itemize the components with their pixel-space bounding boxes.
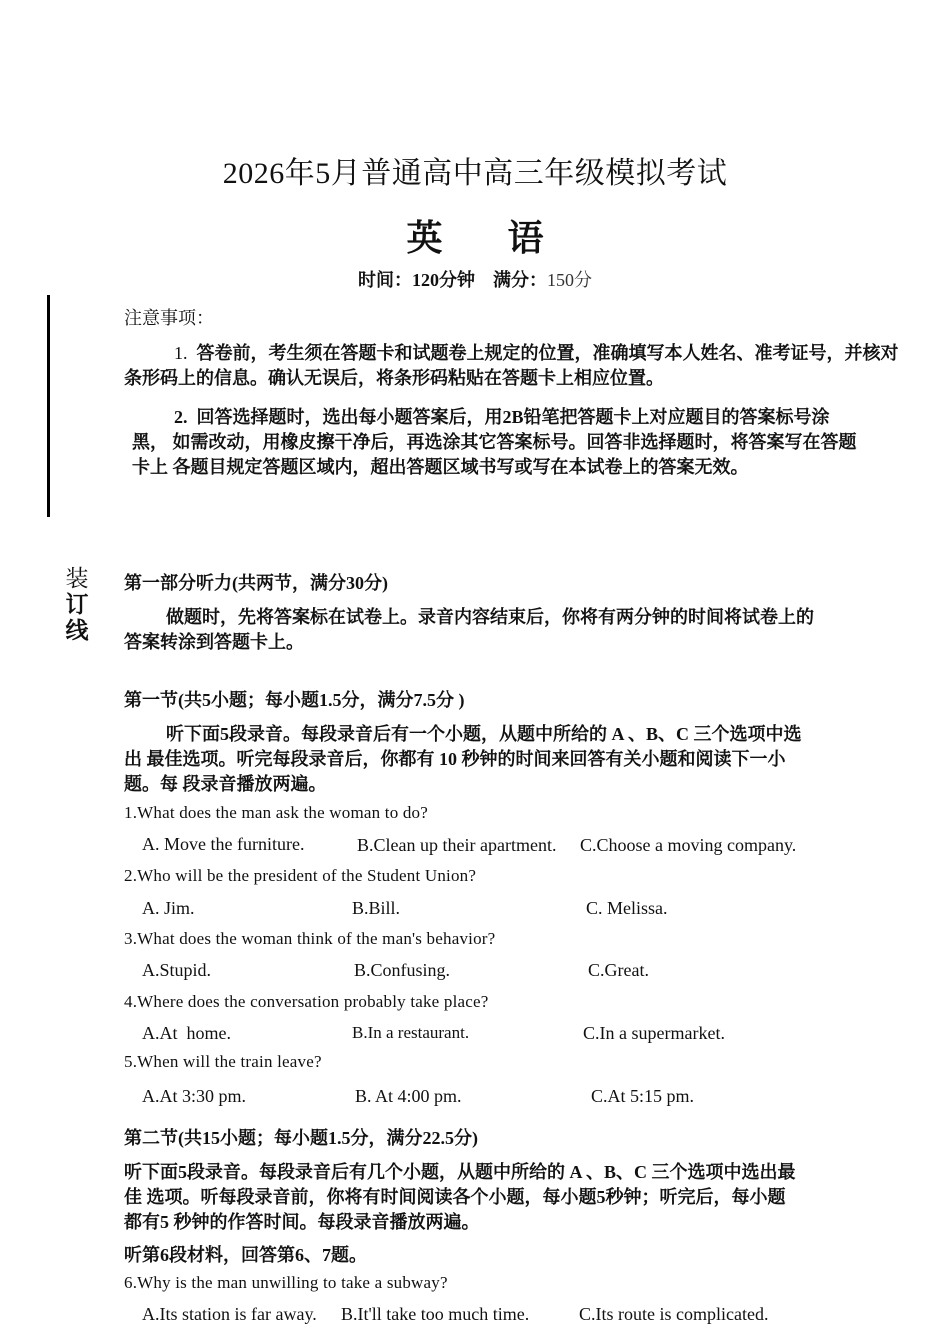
section1-instruction-line-3: 题。每 段录音播放两遍。 — [124, 774, 327, 794]
question-6-option-a: A.Its station is far away. — [142, 1304, 317, 1324]
part1-instruction-line-2: 答案转涂到答题卡上。 — [124, 632, 304, 652]
question-1-stem: 1.What does the man ask the woman to do? — [124, 803, 429, 822]
question-1-option-b: B.Clean up their apartment. — [357, 835, 557, 855]
exam-title: 2026年5月普通高中高三年级模拟考试 — [222, 157, 728, 190]
part1-heading: 第一部分听力(共两节，满分30分) — [124, 573, 388, 593]
notice-item-2-line-3: 卡上 各题目规定答题区域内，超出答题区域书写或写在本试卷上的答案无效。 — [132, 457, 749, 477]
binding-char-1: 装 — [65, 566, 89, 591]
notice-item-2-line-2: 黑， 如需改动，用橡皮擦干净后，再选涂其它答案标号。回答非选择题时，将答案写在答题 — [132, 432, 857, 452]
question-5-option-c: C.At 5:15 pm. — [591, 1086, 695, 1106]
question-4-option-b: B.In a restaurant. — [352, 1023, 470, 1042]
score-value: 150分 — [547, 270, 592, 290]
time-score-line — [0, 266, 950, 292]
question-5-option-b: B. At 4:00 pm. — [355, 1086, 462, 1106]
question-2-option-b: B.Bill. — [352, 898, 401, 918]
question-3-option-b: B.Confusing. — [354, 960, 451, 980]
question-4-option-c: C.In a supermarket. — [583, 1023, 725, 1043]
notice-item-2 — [124, 405, 906, 480]
question-2-stem: 2.Who will be the president of the Student Union? — [124, 866, 477, 885]
question-2-option-a: A. Jim. — [142, 898, 195, 918]
binding-char-3: 线 — [65, 618, 89, 643]
notice-item-1-text: 答卷前，考生须在答题卡和试题卷上规定的位置，准确填写本人姓名、准考证号，并核对条形码上的信息。确认无误后，将条形码粘贴在答题卡上相应位置。 — [124, 343, 899, 388]
section2-instruction-line-3: 都有5 秒钟的作答时间。每段录音播放两遍。 — [124, 1212, 480, 1232]
question-3-option-a: A.Stupid. — [142, 960, 212, 980]
question-6-option-c: C.Its route is complicated. — [579, 1304, 769, 1324]
subject-title: 英 语 — [406, 218, 572, 258]
question-6-stem: 6.Why is the man unwilling to take a subway? — [124, 1273, 448, 1292]
question-3-stem: 3.What does the woman think of the man's behavior? — [124, 929, 496, 948]
question-6-option-b: B.It'll take too much time. — [341, 1304, 530, 1324]
section2-instructions — [124, 1160, 864, 1235]
question-4-stem: 4.Where does the conversation probably take place? — [124, 992, 489, 1011]
notice-heading: 注意事项： — [124, 308, 214, 328]
question-1-option-c: C.Choose a moving company. — [580, 835, 797, 855]
section2-instruction-line-2: 佳 选项。听每段录音前，你将有时间阅读各个小题，每小题5秒钟；听完后，每小题 — [124, 1187, 786, 1207]
notice-item-2-number: 2. — [174, 407, 188, 427]
section1-heading: 第一节(共5小题；每小题1.5分，满分7.5分 ) — [124, 690, 465, 710]
section2-heading: 第二节(共15小题；每小题1.5分，满分22.5分) — [124, 1128, 478, 1148]
material-6-heading: 听第6段材料，回答第6、7题。 — [124, 1245, 367, 1265]
time-label: 时间：120分钟 — [358, 270, 475, 290]
section1-instructions — [124, 722, 864, 797]
binding-char-2: 订 — [65, 592, 89, 617]
question-5-option-a: A.At 3:30 pm. — [142, 1086, 247, 1106]
part1-instruction-line-1: 做题时，先将答案标在试卷上。录音内容结束后，你将有两分钟的时间将试卷上的 — [166, 607, 814, 627]
question-4-option-a: A.At home. — [142, 1023, 231, 1043]
score-label: 满分： — [493, 270, 547, 290]
question-5-stem: 5.When will the train leave? — [124, 1052, 322, 1071]
section1-instruction-line-2: 出 最佳选项。听完每段录音后，你都有 10 秒钟的时间来回答有关小题和阅读下一小 — [124, 749, 786, 769]
section2-instruction-line-1: 听下面5段录音。每段录音后有几个小题，从题中所给的 A 、B、C 三个选项中选出最 — [124, 1162, 796, 1182]
question-2-option-c: C. Melissa. — [586, 898, 668, 918]
question-3-option-c: C.Great. — [588, 960, 649, 980]
binding-line-label — [62, 566, 92, 644]
notice-item-1-number: 1. — [174, 343, 188, 363]
part1-instructions — [124, 605, 864, 655]
notice-border-bar — [47, 295, 50, 517]
question-1-option-a: A. Move the furniture. — [142, 834, 305, 854]
section1-instruction-line-1: 听下面5段录音。每段录音后有一个小题，从题中所给的 A 、B、C 三个选项中选 — [166, 724, 802, 744]
notice-item-1 — [124, 341, 906, 391]
notice-item-2-line-1: 回答选择题时，选出每小题答案后，用2B铅笔把答题卡上对应题目的答案标号涂 — [196, 407, 830, 427]
